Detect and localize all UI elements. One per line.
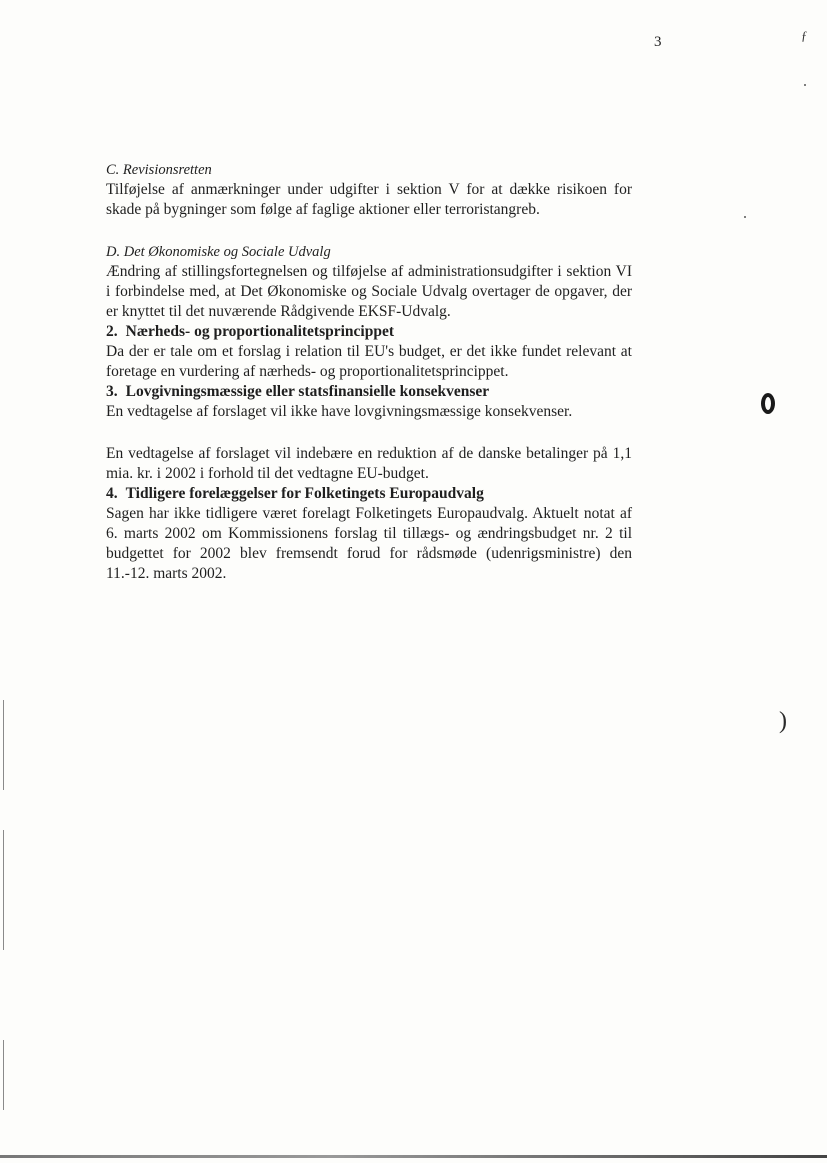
section-title: Nærheds- og proportionalitetsprincippet <box>125 323 395 340</box>
scan-speck <box>744 216 746 218</box>
subsection-heading-revisionsretten: C. Revisionsretten <box>106 162 212 178</box>
section-heading-2 <box>106 322 632 342</box>
paragraph-section-3: En vedtagelse af forslaget vil ikke have lovgivningsmæssige konsekvenser. <box>106 403 573 420</box>
section-number: 4. <box>106 485 118 502</box>
scan-bracket-mark: ) <box>779 708 787 734</box>
punch-hole-icon <box>761 393 775 414</box>
section-heading-4 <box>106 484 632 504</box>
section-heading-3 <box>106 382 632 402</box>
paragraph-section-3-payments: En vedtagelse af forslaget vil indebære en reduktion af de danske betalinger på 1,1 mia. kr. i 2002 i forhold til det vedtagne EU-budget. <box>106 445 632 482</box>
document-body <box>106 160 632 584</box>
scan-speck <box>804 84 806 86</box>
scan-mark: ƒ <box>801 28 808 43</box>
paragraph-section-4: Sagen har ikke tidligere været forelagt Folketingets Europaudvalg. Aktuelt notat af 6. marts 2002 om Kommissionens forslag til tillægs- og ændringsbudget nr. 2 til budgettet for 2002 blev fremsendt forud for rådsmøde (udenrigsministre) den 11.-12. marts 2002. <box>106 505 632 582</box>
subsection-heading-oekonomiske-sociale-udvalg: D. Det Økonomiske og Sociale Udvalg <box>106 244 331 260</box>
section-title: Tidligere forelæggelser for Folketingets Europaudvalg <box>125 485 484 502</box>
section-number: 3. <box>106 383 118 400</box>
section-title: Lovgivningsmæssige eller statsfinansielle konsekvenser <box>125 383 490 400</box>
page-number: 3 <box>654 34 662 50</box>
paragraph-oekonomiske-sociale-udvalg: Ændring af stillingsfortegnelsen og tilføjelse af administrationsudgifter i sektion VI i forbindelse med, at Det Økonomiske og Sociale Udvalg overtager de opgaver, der er knyttet til det nuværende Rådgivende EKSF-Udvalg. <box>106 263 632 320</box>
scan-margin-line <box>3 830 4 950</box>
scan-margin-line <box>3 700 4 790</box>
paragraph-section-2: Da der er tale om et forslag i relation til EU's budget, er det ikke fundet relevant at foretage en vurdering af nærheds- og proportionalitetsprincippet. <box>106 343 632 380</box>
scan-bottom-edge <box>0 1155 827 1158</box>
paragraph-revisionsretten: Tilføjelse af anmærkninger under udgifter i sektion V for at dække risikoen for skade på bygninger som følge af faglige aktioner eller terroristangreb. <box>106 181 632 218</box>
scan-margin-line <box>3 1040 4 1110</box>
section-number: 2. <box>106 323 118 340</box>
